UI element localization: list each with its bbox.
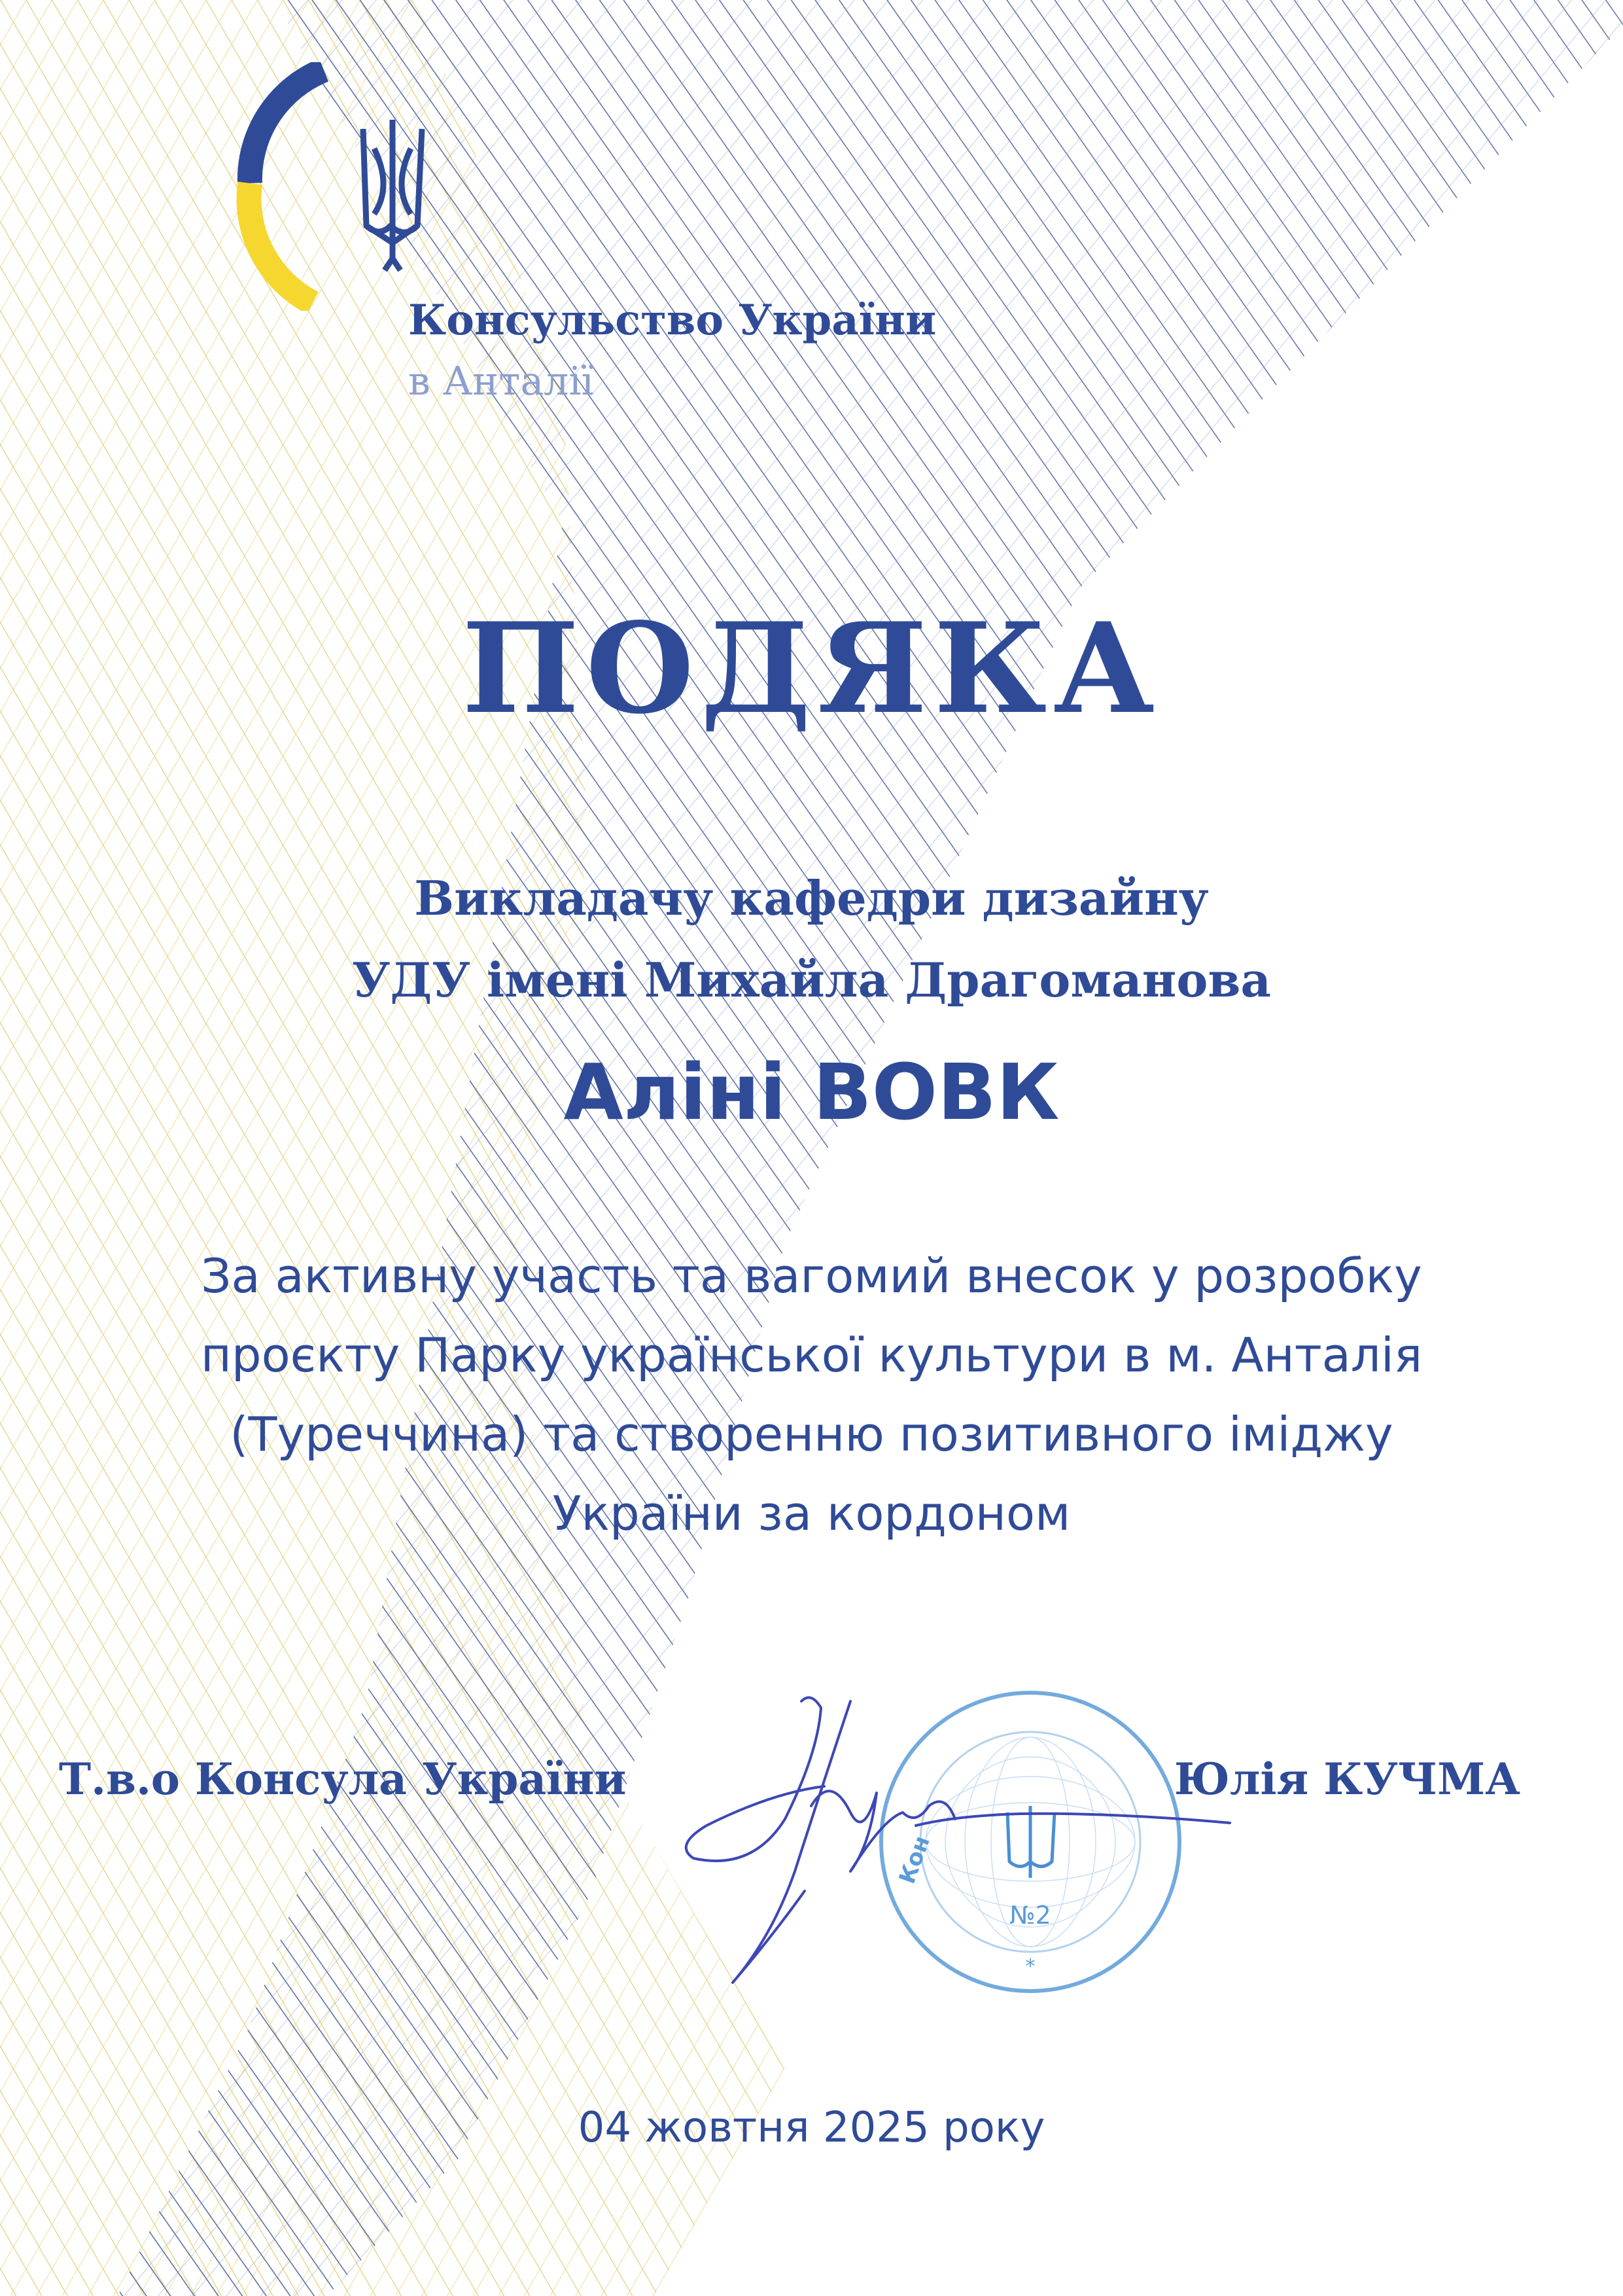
consulate-logo bbox=[236, 62, 471, 311]
reason-line: За активну участь та вагомий внесок у розробку bbox=[201, 1248, 1422, 1303]
organization-name: Консульство України bbox=[408, 296, 937, 345]
stamp-ring-text: Кон bbox=[894, 1832, 935, 1888]
recipient-institution: УДУ імені Михайла Драгоманова bbox=[351, 952, 1272, 1008]
trident-icon bbox=[363, 120, 422, 270]
signer-position: Т.в.о Консула України bbox=[59, 1754, 627, 1805]
document-title: ПОДЯКА bbox=[461, 595, 1161, 741]
stamp-number: №2 bbox=[1009, 1901, 1051, 1930]
recipient-name: Аліні ВОВК bbox=[563, 1047, 1060, 1137]
svg-text:*: * bbox=[1025, 1955, 1036, 1978]
reason-line: України за кордоном bbox=[552, 1486, 1071, 1541]
organization-city: в Анталії bbox=[408, 359, 594, 404]
blue-yellow-arc-icon bbox=[249, 70, 324, 303]
handwritten-signature bbox=[654, 1675, 1308, 1989]
signer-name: Юлія КУЧМА bbox=[1174, 1754, 1520, 1805]
document-date: 04 жовтня 2025 року bbox=[578, 2104, 1045, 2152]
reason-line: (Туреччина) та створенню позитивного іміджу bbox=[230, 1407, 1393, 1462]
recipient-position: Викладачу кафедри дизайну bbox=[414, 870, 1209, 926]
reason-line: проєкту Парку української культури в м. Анталія bbox=[200, 1328, 1423, 1383]
reason-text bbox=[0, 1237, 1623, 1553]
